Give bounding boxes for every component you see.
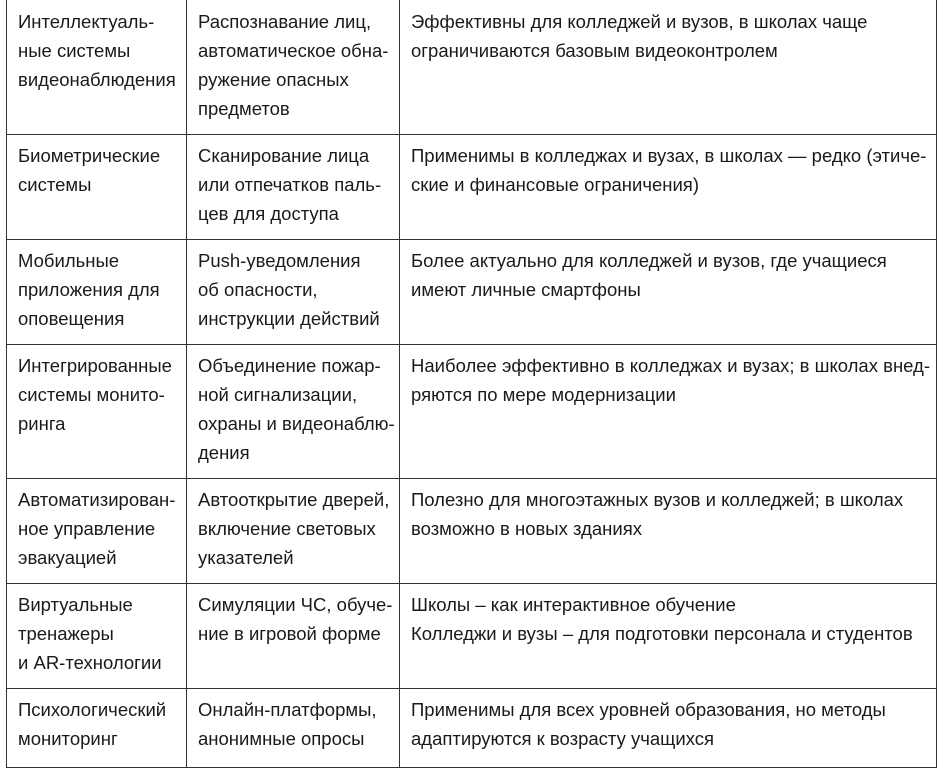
function-cell [187,689,400,768]
cell-line: Автооткрытие дверей, [198,489,390,510]
cell-line: Полезно для многоэтажных вузов и колледжей; в школах [411,489,904,510]
cell-line: цев для доступа [198,203,339,224]
function-cell [187,345,400,479]
cell-line: ной сигнализации, [198,384,358,405]
function-cell [187,479,400,584]
cell-line: или отпечатков паль- [198,174,382,195]
cell-line: Объединение пожар- [198,355,381,376]
table-row [7,0,937,135]
table-row [7,240,937,345]
cell-line: ное управление [18,518,156,539]
technology-cell [7,135,187,240]
cell-line: Применимы для всех уровней образования, но методы [411,699,886,720]
cell-line: Школы – как интерактивное обучение [411,594,736,615]
cell-line: предметов [198,98,290,119]
cell-line: ринга [18,413,66,434]
technology-cell [7,345,187,479]
cell-line: Интегрированные [18,355,172,376]
cell-line: тренажеры [18,623,114,644]
cell-line: Push-уведомления [198,250,361,271]
technology-cell [7,479,187,584]
applicability-cell [400,240,937,345]
applicability-cell [400,135,937,240]
technology-table-container [6,0,936,768]
cell-line: мониторинг [18,728,118,749]
cell-line: Виртуальные [18,594,133,615]
applicability-cell [400,479,937,584]
cell-line: системы [18,174,92,195]
cell-line: ряются по мере модернизации [411,384,676,405]
function-cell [187,0,400,135]
cell-line: приложения для [18,279,160,300]
cell-line: эвакуацией [18,547,117,568]
table-row [7,345,937,479]
cell-line: адаптируются к возрасту учащихся [411,728,715,749]
cell-line: видеонаблюдения [18,69,176,90]
cell-line: охраны и видеонаблю- [198,413,395,434]
technology-cell [7,689,187,768]
table-row [7,479,937,584]
cell-line: Сканирование лица [198,145,370,166]
cell-line: Наиболее эффективно в колледжах и вузах; в школах внед- [411,355,930,376]
cell-line: Психологический [18,699,167,720]
cell-line: анонимные опросы [198,728,365,749]
technology-cell [7,0,187,135]
cell-line: включение световых [198,518,376,539]
cell-line: и AR-технологии [18,652,162,673]
cell-line: ограничиваются базовым видеоконтролем [411,40,778,61]
cell-line: ные системы [18,40,131,61]
cell-line: системы монито- [18,384,165,405]
table-row [7,584,937,689]
function-cell [187,135,400,240]
table-row [7,689,937,768]
technology-table [6,0,937,768]
cell-line: Мобильные [18,250,120,271]
cell-line: ские и финансовые ограничения) [411,174,699,195]
cell-line: указателей [198,547,294,568]
applicability-cell [400,0,937,135]
cell-line: Распознавание лиц, [198,11,372,32]
cell-line: Эффективны для колледжей и вузов, в школах чаще [411,11,868,32]
function-cell [187,240,400,345]
cell-line: ние в игровой форме [198,623,381,644]
cell-line: оповещения [18,308,125,329]
applicability-cell [400,345,937,479]
cell-line: Автоматизирован- [18,489,176,510]
cell-line: об опасности, [198,279,318,300]
cell-line: Колледжи и вузы – для подготовки персонала и студентов [411,623,913,644]
cell-line: инструкции действий [198,308,380,329]
cell-line: Биометрические [18,145,161,166]
applicability-cell [400,584,937,689]
cell-line: ружение опасных [198,69,349,90]
technology-cell [7,240,187,345]
cell-line: автоматическое обна- [198,40,389,61]
technology-cell [7,584,187,689]
cell-line: имеют личные смартфоны [411,279,641,300]
applicability-cell [400,689,937,768]
table-row [7,135,937,240]
cell-line: Более актуально для колледжей и вузов, где учащиеся [411,250,887,271]
cell-line: возможно в новых зданиях [411,518,642,539]
function-cell [187,584,400,689]
cell-line: Онлайн-платформы, [198,699,377,720]
cell-line: дения [198,442,250,463]
cell-line: Симуляции ЧС, обуче- [198,594,393,615]
cell-line: Интеллектуаль- [18,11,155,32]
cell-line: Применимы в колледжах и вузах, в школах — редко (этиче- [411,145,927,166]
